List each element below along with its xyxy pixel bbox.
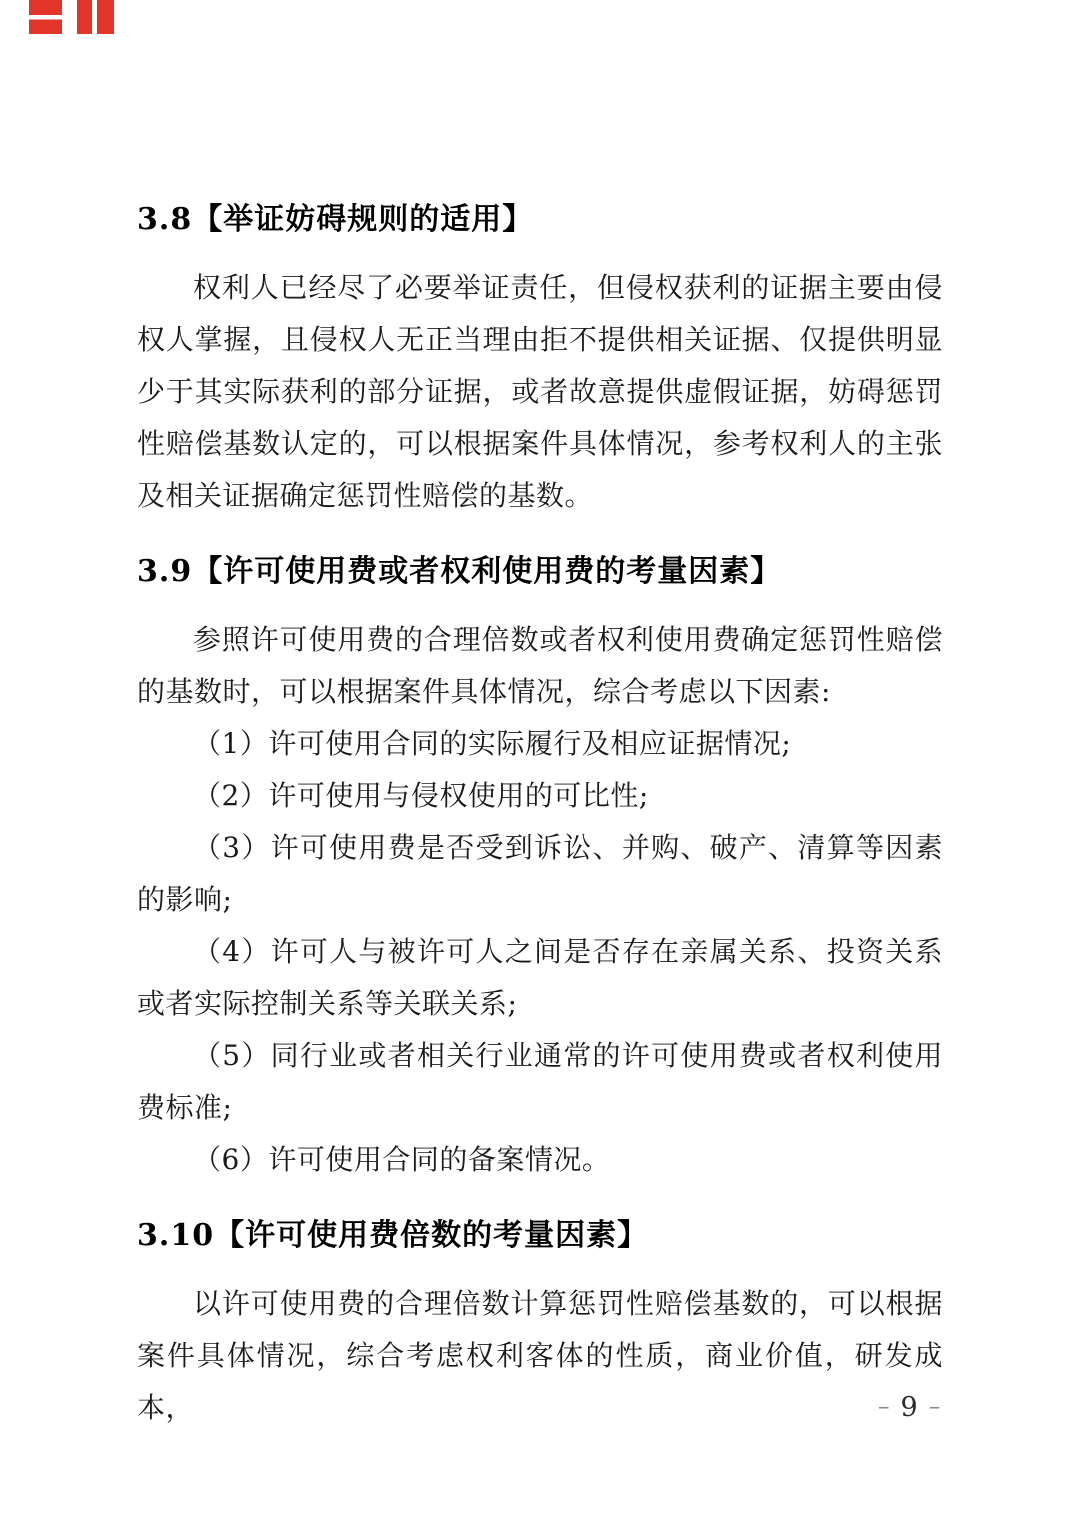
page-number: 9 [900,1392,918,1423]
section-heading-3-10: 3.10【许可使用费倍数的考量因素】 [137,1218,649,1253]
red-header-fragment-left [29,0,62,34]
list-item-1: （1）许可使用合同的实际履行及相应证据情况; [193,727,792,760]
section-heading-3-9: 3.9【许可使用费或者权利使用费的考量因素】 [137,554,782,589]
section-3-10 [137,1210,943,1434]
list-item-2: （2）许可使用与侵权使用的可比性; [193,779,649,812]
list-item-5: （5）同行业或者相关行业通常的许可使用费或者权利使用费标准; [137,1039,943,1124]
red-header-fragment-right [77,0,114,34]
section-heading-3-8: 3.8【举证妨碍规则的适用】 [137,202,534,237]
section-3-8 [137,194,943,522]
footer-dash-left: – [878,1394,890,1420]
list-item-6: （6）许可使用合同的备案情况。 [193,1143,611,1176]
document-content [137,0,943,1434]
list-item-4: （4）许可人与被许可人之间是否存在亲属关系、投资关系或者实际控制关系等关联关系; [137,935,943,1020]
paragraph-3-10: 以许可使用费的合理倍数计算惩罚性赔偿基数的，可以根据案件具体情况，综合考虑权利客体的性质，商业价值，研发成本， [137,1287,943,1424]
paragraph-3-8: 权利人已经尽了必要举证责任，但侵权获利的证据主要由侵权人掌握，且侵权人无正当理由拒不提供相关证据、仅提供明显少于其实际获利的部分证据，或者故意提供虚假证据，妨碍惩罚性赔偿基数认定的，可以根据案件具体情况，参考权利人的主张及相关证据确定惩罚性赔偿的基数。 [137,271,943,512]
list-item-3: （3）许可使用费是否受到诉讼、并购、破产、清算等因素的影响; [137,831,943,916]
section-3-9 [137,546,943,1186]
footer-dash-right: – [928,1394,941,1420]
page-footer [878,1392,940,1423]
paragraph-3-9-intro: 参照许可使用费的合理倍数或者权利使用费确定惩罚性赔偿的基数时，可以根据案件具体情况，综合考虑以下因素: [137,623,943,708]
